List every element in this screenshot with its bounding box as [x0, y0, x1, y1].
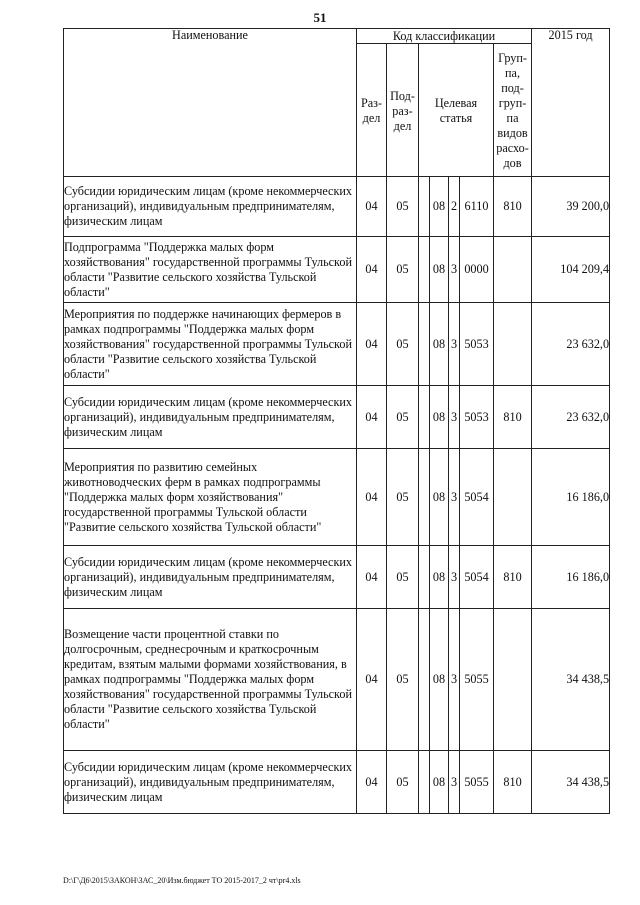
row-subsection: 05 [387, 303, 419, 386]
row-expense-group [494, 237, 532, 303]
row-section: 04 [357, 449, 387, 546]
row-target-blank [419, 449, 430, 546]
row-target-direction: 5055 [460, 751, 494, 814]
file-path-footer: D:\Г\Д6\2015\ЗАКОН\ЗАС_20\Изм.бюджет ТО 2015-2017_2 чт\pr4.xls [63, 876, 301, 885]
row-name: Мероприятия по развитию семейных животноводческих ферм в рамках подпрограммы "Поддержка малых форм хозяйствования" государственной программы Тульской области "Развитие сельского хозяйства Тульской области" [64, 449, 357, 546]
table-row [64, 546, 610, 609]
row-target-subprogram: 3 [449, 609, 460, 751]
header-subsection: Под- раз- дел [387, 44, 419, 177]
row-amount: 34 438,5 [532, 609, 610, 751]
row-expense-group: 810 [494, 546, 532, 609]
table-row [64, 751, 610, 814]
row-section: 04 [357, 177, 387, 237]
budget-table [63, 28, 610, 814]
row-target-program: 08 [430, 609, 449, 751]
row-target-direction: 5053 [460, 386, 494, 449]
row-amount: 34 438,5 [532, 751, 610, 814]
row-subsection: 05 [387, 237, 419, 303]
row-section: 04 [357, 386, 387, 449]
row-target-subprogram: 2 [449, 177, 460, 237]
header-section: Раз- дел [357, 44, 387, 177]
table-row [64, 303, 610, 386]
row-subsection: 05 [387, 609, 419, 751]
row-target-subprogram: 3 [449, 237, 460, 303]
header-name: Наименование [64, 29, 357, 177]
row-target-program: 08 [430, 386, 449, 449]
row-target-blank [419, 177, 430, 237]
row-target-program: 08 [430, 237, 449, 303]
row-target-program: 08 [430, 303, 449, 386]
row-section: 04 [357, 237, 387, 303]
row-amount: 23 632,0 [532, 303, 610, 386]
row-target-program: 08 [430, 546, 449, 609]
row-subsection: 05 [387, 751, 419, 814]
row-name: Субсидии юридическим лицам (кроме некоммерческих организаций), индивидуальным предпринимателям, физическим лицам [64, 386, 357, 449]
row-amount: 104 209,4 [532, 237, 610, 303]
row-target-blank [419, 386, 430, 449]
header-group: Груп- па, под- груп- па видов расхо- дов [494, 44, 532, 177]
row-name: Мероприятия по поддержке начинающих фермеров в рамках подпрограммы "Поддержка малых форм хозяйствования" государственной программы Тульской области "Развитие сельского хозяйства Тульской области" [64, 303, 357, 386]
row-expense-group [494, 609, 532, 751]
table-row [64, 177, 610, 237]
row-target-blank [419, 609, 430, 751]
page-number: 51 [313, 10, 327, 25]
row-section: 04 [357, 609, 387, 751]
row-target-program: 08 [430, 449, 449, 546]
row-target-blank [419, 751, 430, 814]
row-amount: 16 186,0 [532, 546, 610, 609]
row-expense-group [494, 303, 532, 386]
row-name: Возмещение части процентной ставки по долгосрочным, среднесрочным и краткосрочным кредитам, взятым малыми формами хозяйствования, в рамках подпрограммы "Поддержка малых форм хозяйствования" государственной программы Тульской области "Развитие сельского хозяйства Тульской области" [64, 609, 357, 751]
row-name: Субсидии юридическим лицам (кроме некоммерческих организаций), индивидуальным предпринимателям, физическим лицам [64, 177, 357, 237]
row-target-subprogram: 3 [449, 751, 460, 814]
row-target-blank [419, 546, 430, 609]
header-classification: Код классификации [357, 29, 532, 44]
header-year: 2015 год [532, 29, 610, 177]
table-body [64, 177, 610, 814]
row-amount: 39 200,0 [532, 177, 610, 237]
row-name: Субсидии юридическим лицам (кроме некоммерческих организаций), индивидуальным предпринимателям, физическим лицам [64, 546, 357, 609]
row-target-subprogram: 3 [449, 546, 460, 609]
row-target-subprogram: 3 [449, 449, 460, 546]
row-target-program: 08 [430, 177, 449, 237]
row-target-direction: 5055 [460, 609, 494, 751]
row-expense-group: 810 [494, 386, 532, 449]
row-target-direction: 6110 [460, 177, 494, 237]
row-section: 04 [357, 303, 387, 386]
header-row-top [64, 29, 610, 44]
row-subsection: 05 [387, 386, 419, 449]
row-target-subprogram: 3 [449, 303, 460, 386]
table-row [64, 237, 610, 303]
row-target-direction: 5053 [460, 303, 494, 386]
row-subsection: 05 [387, 449, 419, 546]
row-expense-group [494, 449, 532, 546]
row-target-program: 08 [430, 751, 449, 814]
row-expense-group: 810 [494, 751, 532, 814]
table-row [64, 609, 610, 751]
table-row [64, 449, 610, 546]
row-target-blank [419, 303, 430, 386]
row-name: Субсидии юридическим лицам (кроме некоммерческих организаций), индивидуальным предпринимателям, физическим лицам [64, 751, 357, 814]
row-target-subprogram: 3 [449, 386, 460, 449]
row-amount: 23 632,0 [532, 386, 610, 449]
row-name: Подпрограмма "Поддержка малых форм хозяйствования" государственной программы Тульской области "Развитие сельского хозяйства Тульской области" [64, 237, 357, 303]
row-target-blank [419, 237, 430, 303]
header-target: Целевая статья [419, 44, 494, 177]
table-row [64, 386, 610, 449]
row-target-direction: 5054 [460, 546, 494, 609]
row-expense-group: 810 [494, 177, 532, 237]
row-amount: 16 186,0 [532, 449, 610, 546]
row-target-direction: 5054 [460, 449, 494, 546]
row-target-direction: 0000 [460, 237, 494, 303]
row-section: 04 [357, 751, 387, 814]
row-subsection: 05 [387, 546, 419, 609]
row-section: 04 [357, 546, 387, 609]
row-subsection: 05 [387, 177, 419, 237]
